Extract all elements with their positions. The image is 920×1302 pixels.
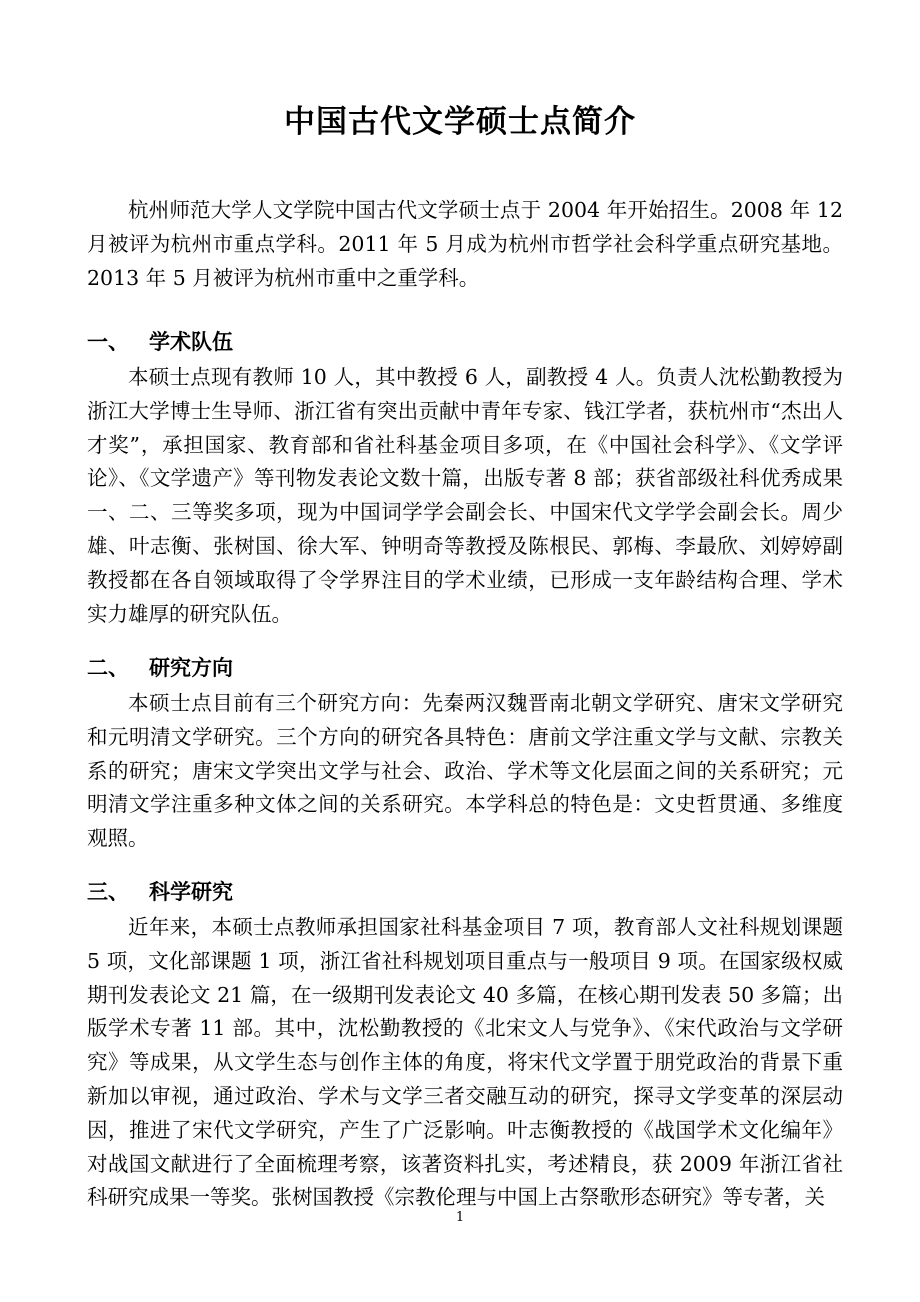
section-number: 一、 [87,330,129,354]
intro-paragraph: 杭州师范大学人文学院中国古代文学硕士点于 2004 年开始招生。2008 年 12 月被评为杭州市重点学科。2011 年 5 月成为杭州市哲学社会科学重点研究基地。2013 年 5 月被评为杭州市重中之重学科。 [87,198,843,290]
section-heading [87,873,843,911]
section-scientific-research [87,873,843,1215]
section-title: 研究方向 [149,656,233,680]
section-academic-team [87,323,843,631]
section-paragraph: 本硕士点目前有三个研究方向：先秦两汉魏晋南北朝文学研究、唐宋文学研究和元明清文学研究。三个方向的研究各具特色：唐前文学注重文学与文献、宗教关系的研究；唐宋文学突出文学与社会、政治、学术等文化层面之间的关系研究；元明清文学注重多种文体之间的关系研究。本学科总的特色是：文史哲贯通、多维度观照。 [87,691,843,851]
page-number: 1 [455,1210,465,1225]
section-heading [87,323,843,361]
section-number: 二、 [87,656,129,680]
section-paragraph: 本硕士点现有教师 10 人，其中教授 6 人，副教授 4 人。负责人沈松勤教授为浙江大学博士生导师、浙江省有突出贡献中青年专家、钱江学者，获杭州市“杰出人才奖”，承担国家、教育部和省社科基金项目多项，在《中国社会科学》、《文学评论》、《文学遗产》等刊物发表论文数十篇，出版专著 8 部；获省部级社科优秀成果一、二、三等奖多项，现为中国词学学会副会长、中国宋代文学学会副会长。周少雄、叶志衡、张树国、徐大军、钟明奇等教授及陈根民、郭梅、李最欣、刘婷婷副教授都在各自领域取得了令学界注目的学术业绩，已形成一支年龄结构合理、学术实力雄厚的研究队伍。 [87,365,843,626]
section-number: 三、 [87,880,129,904]
page-title: 中国古代文学硕士点简介 [284,104,636,140]
intro-block [87,194,843,295]
section-paragraph: 近年来，本硕士点教师承担国家社科基金项目 7 项，教育部人文社科规划课题 5 项，文化部课题 1 项，浙江省社科规划项目重点与一般项目 9 项。在国家级权威期刊发表论文 21 篇，在一级期刊发表论文 40 多篇，在核心期刊发表 50 多篇；出版学术专著 11 部。其中，沈松勤教授的《北宋文人与党争》、《宋代政治与文学研究》等成果，从文学生态与创作主体的角度，将宋代文学置于朋党政治的背景下重新加以审视，通过政治、学术与文学三者交融互动的研究，探寻文学变革的深层动因，推进了宋代文学研究，产生了广泛影响。叶志衡教授的《战国学术文化编年》对战国文献进行了全面梳理考察，该著资料扎实，考述精良，获 2009 年浙江省社科研究成果一等奖。张树国教授《宗教伦理与中国上古祭歌形态研究》等专著，关 [87,915,843,1210]
section-title: 学术队伍 [149,330,233,354]
section-heading [87,649,843,687]
section-title: 科学研究 [149,880,233,904]
section-research-directions [87,649,843,856]
